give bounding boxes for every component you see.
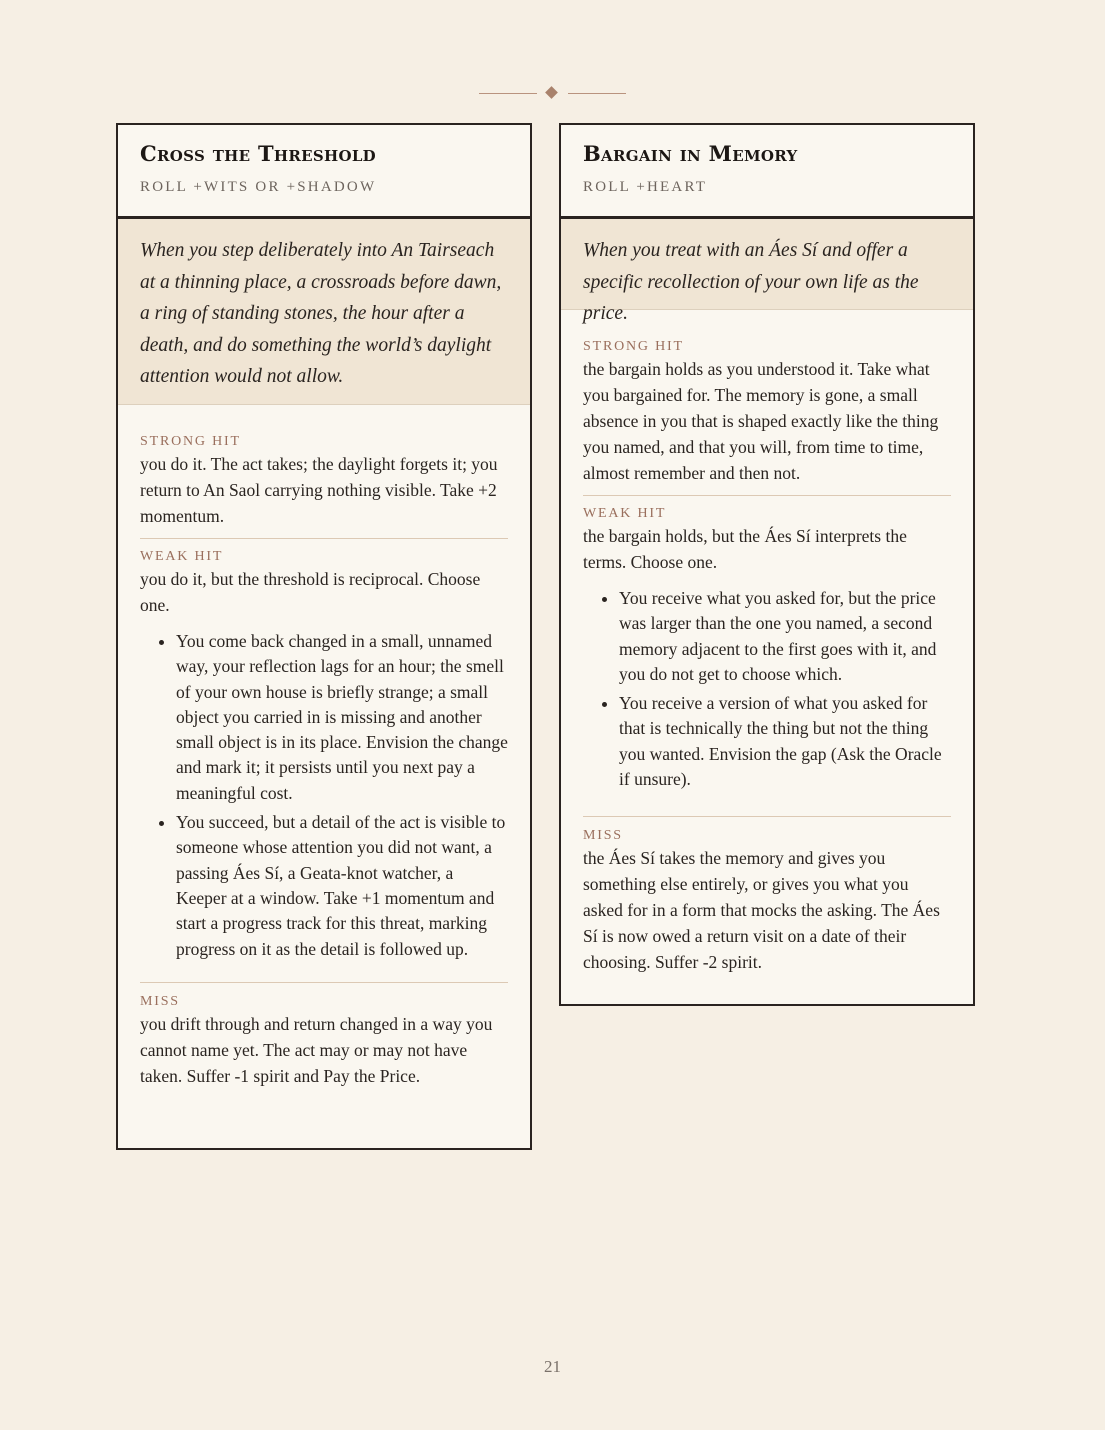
outcome-text: the Áes Sí takes the memory and gives you something else entirely, or gives you what you asked for in a form that mocks the asking. The Áes Sí is now owed a return visit on a date of their choosing. Suffer -2 spirit.: [583, 848, 940, 973]
option-item: • You come back changed in a small, unnamed way, your reflection lags for an hour; the smell of your own house is briefly strange; a small object you carried in is missing and another small object is in its place. Envision the change and mark it; it persists until you next pay a meaningful cost.: [176, 629, 508, 806]
diamond-icon: [545, 86, 558, 99]
option-list: [140, 629, 508, 962]
option-item: • You succeed, but a detail of the act is visible to someone whose attention you did not want, a passing Áes Sí, a Geata-knot watcher, a Keeper at a window. Take +1 momentum and start a progress track for this threat, marking progress on it as the detail is followed up.: [176, 810, 508, 962]
outcome-miss: [583, 817, 951, 975]
outcome-label: MISS: [140, 993, 180, 1009]
outcome-strong-hit: [583, 310, 951, 495]
move-card-bargain-in-memory: [559, 123, 975, 1006]
page-number: 21: [544, 1357, 561, 1376]
move-trigger: When you treat with an Áes Sí and offer a specific recollection of your own life as the price.: [561, 219, 973, 310]
outcome-text: you do it. The act takes; the daylight forgets it; you return to An Saol carrying nothing visible. Take +2 momentum.: [140, 454, 498, 526]
outcome-label: WEAK HIT: [140, 549, 224, 564]
option-item: • You receive what you asked for, but the price was larger than the one you named, a second memory adjacent to the first goes with it, and you do not get to choose which.: [619, 586, 951, 687]
outcome-text: you drift through and return changed in a way you cannot name yet. The act may or may not have taken. Suffer -1 spirit and Pay the Price.: [140, 1013, 493, 1086]
move-outcomes: [118, 405, 530, 1089]
move-trigger: When you step deliberately into An Tairseach at a thinning place, a crossroads before dawn, a ring of standing stones, the hour after a death, and do something the world’s daylight attention would not allow.: [118, 219, 530, 405]
outcome-label: STRONG HIT: [140, 434, 241, 449]
move-roll-stat: ROLL +HEART: [583, 179, 708, 195]
outcome-weak-hit: [583, 496, 951, 816]
outcome-text: you do it, but the threshold is reciprocal. Choose one.: [140, 569, 481, 615]
move-card-header: [561, 125, 973, 219]
ornament-line-left: [479, 93, 537, 94]
outcome-label: MISS: [583, 828, 623, 844]
ornament-line-right: [568, 93, 626, 94]
outcome-text: the bargain holds, but the Áes Sí interprets the terms. Choose one.: [583, 526, 907, 572]
outcome-miss: [140, 983, 508, 1089]
option-list: [583, 586, 951, 792]
move-roll-stat: ROLL +WITS OR +SHADOW: [140, 179, 377, 195]
option-item: • You receive a version of what you asked for that is technically the thing but not the thing you wanted. Envision the gap (Ask the Oracle if unsure).: [619, 691, 951, 792]
move-title: Bargain in Memory: [583, 141, 798, 166]
move-card-cross-the-threshold: [116, 123, 532, 1150]
move-outcomes: [561, 310, 973, 975]
outcome-label: WEAK HIT: [583, 506, 667, 521]
outcome-strong-hit: [140, 405, 508, 538]
outcome-label: STRONG HIT: [583, 339, 684, 354]
outcome-text: the bargain holds as you understood it. Take what you bargained for. The memory is gone, a small absence in you that is shaped exactly like the thing you named, and that you will, from time to time, almost remember and then not.: [583, 359, 939, 483]
outcome-weak-hit: [140, 539, 508, 982]
move-card-header: [118, 125, 530, 219]
header-ornament: [0, 86, 1105, 100]
move-title: Cross the Threshold: [140, 141, 376, 166]
